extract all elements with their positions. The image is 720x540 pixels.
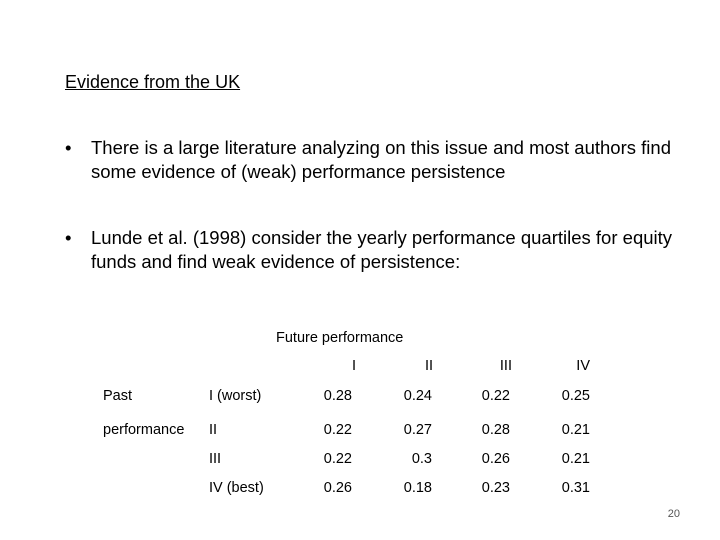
table-header: Future performance [276,330,404,346]
table-cell: 0.21 [561,422,590,438]
row-label: I (worst) [209,388,262,404]
page-number: 20 [667,508,680,520]
bullet-marker: • [65,137,72,158]
row-label: III [209,451,222,467]
row-label: II [209,422,218,438]
bullet-marker: • [65,227,72,248]
table-cell: 0.22 [481,388,510,404]
table-cell: 0.24 [403,388,432,404]
row-label: IV (best) [209,480,264,496]
table-cell: 0.22 [323,451,352,467]
bullet-item [65,136,685,184]
row-group-label: Past [103,388,133,404]
column-header: IV [576,358,590,374]
table-cell: 0.25 [561,388,590,404]
table-cell: 0.3 [411,451,432,467]
row-group-label: performance [103,422,185,438]
table-cell: 0.22 [323,422,352,438]
table-cell: 0.28 [481,422,510,438]
column-header: I [351,358,356,374]
table-cell: 0.31 [561,480,590,496]
bullet-text: Lunde et al. (1998) consider the yearly performance quartiles for equity funds and find weak evidence of persistence: [91,227,673,272]
column-header: III [499,358,512,374]
table-cell: 0.21 [561,451,590,467]
bullet-item [65,226,685,274]
table-cell: 0.26 [481,451,510,467]
table-cell: 0.26 [323,480,352,496]
table-cell: 0.28 [323,388,352,404]
column-header: II [424,358,433,374]
bullet-text: There is a large literature analyzing on this issue and most authors find some evidence of (weak) performance persistence [91,137,671,182]
slide-title: Evidence from the UK [65,72,241,92]
table-cell: 0.18 [403,480,432,496]
table-cell: 0.27 [403,422,432,438]
table-cell: 0.23 [481,480,510,496]
